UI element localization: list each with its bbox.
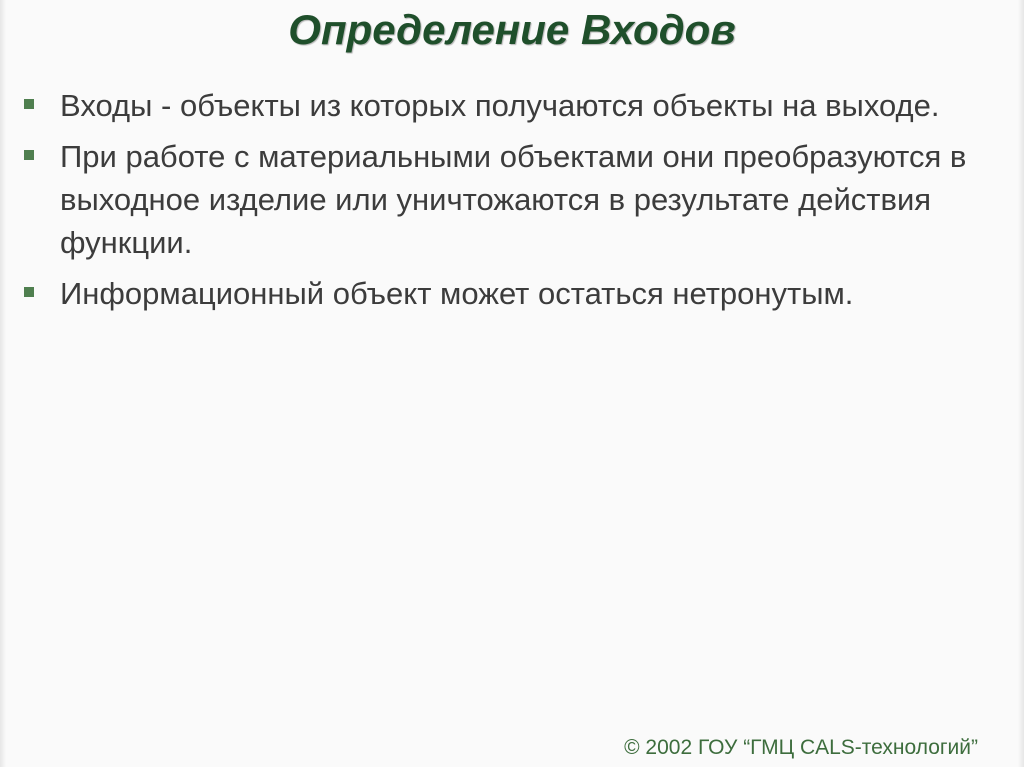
bullet-item — [24, 135, 984, 264]
slide-left-edge — [0, 0, 6, 767]
bullet-item — [24, 84, 984, 127]
square-bullet-icon — [24, 150, 34, 160]
slide-title: Определение Входов — [288, 6, 736, 53]
bullet-text: Входы - объекты из которых получаются объекты на выходе. — [60, 88, 940, 123]
bullet-item — [24, 272, 984, 315]
square-bullet-icon — [24, 99, 34, 109]
copyright-footer: © 2002 ГОУ “ГМЦ CALS-технологий” — [624, 736, 978, 759]
bullet-list — [24, 84, 984, 323]
slide-right-edge — [1018, 0, 1024, 767]
square-bullet-icon — [24, 287, 34, 297]
bullet-text: При работе с материальными объектами они преобразуются в выходное изделие или уничтожаются в результате действия функции. — [60, 139, 967, 260]
bullet-text: Информационный объект может остаться нетронутым. — [60, 276, 854, 311]
